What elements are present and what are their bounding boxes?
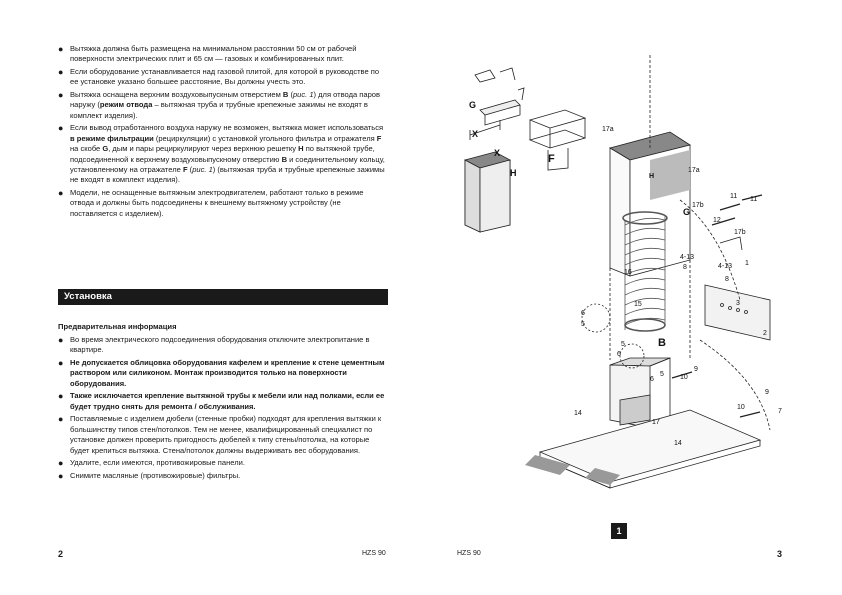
label-17b-2: 17b bbox=[734, 229, 746, 236]
label-g-2: G bbox=[683, 207, 691, 217]
label-14: 14 bbox=[574, 410, 582, 417]
bracket-g-drawing bbox=[475, 68, 524, 125]
section-title: Установка bbox=[58, 289, 388, 305]
page-number-left: 2 bbox=[58, 549, 64, 559]
prep-bullet-item: ● Во время электрического подсоединения оборудования отключите электропитание в квартире. bbox=[58, 335, 370, 355]
deflector-f-drawing bbox=[530, 110, 585, 170]
intro-bullet-list bbox=[58, 44, 388, 221]
bullet-icon: ● bbox=[58, 470, 64, 481]
label-11: 11 bbox=[730, 193, 738, 200]
bullet-icon: ● bbox=[58, 188, 64, 199]
bullet-icon: ● bbox=[58, 335, 64, 345]
label-h: H bbox=[510, 168, 517, 178]
label-12: 12 bbox=[713, 217, 721, 224]
label-b: B bbox=[658, 337, 666, 349]
prep-bullet-item: ● Не допускается облицовка оборудования кафелем и крепление к стене цементным раствором или силиконом. Монтаж производится только на поверхности оборудования. bbox=[58, 358, 385, 388]
bullet-icon: ● bbox=[58, 458, 64, 469]
label-x: X bbox=[472, 129, 479, 139]
label-h-2: H bbox=[649, 173, 655, 180]
installation-diagram bbox=[440, 55, 790, 510]
label-5-2: 5 bbox=[660, 371, 664, 378]
figure-number-badge: 1 bbox=[611, 523, 627, 539]
chimney-main-drawing bbox=[610, 132, 690, 276]
intro-bullet-item: ● Если вывод отработанного воздуха наружу не возможен, вытяжка может использоваться в режиме фильтрации (рециркуляции) с установкой угольного фильтра и отражателя F на скобе G, дым и пары рециркулируют через верхнюю решетку H по вытяжной трубе, подсоединенной к верхнему воздуховыпускному отверстию B и соединительному кольцу, установленному на отражателе F (рис. 1) (вытяжная труба и трубные крепежные зажимы не входят в комплект изделия). bbox=[58, 123, 385, 185]
label-16: 16 bbox=[624, 269, 632, 276]
prep-bullet-item: ● Удалите, если имеются, противожировые панели. bbox=[58, 458, 245, 469]
label-14-2: 14 bbox=[674, 440, 682, 447]
model-right: HZS 90 bbox=[457, 550, 481, 557]
label-9-2: 9 bbox=[765, 389, 769, 396]
intro-bullet-item: ● Модели, не оснащенные вытяжным электродвигателем, работают только в режиме отвода и должны быть подсоединены к внешнему вытяжному устройству (не поставляется с изделием). bbox=[58, 188, 364, 218]
bullet-icon: ● bbox=[58, 358, 64, 368]
label-6-2: 6 bbox=[650, 376, 654, 383]
bullet-icon: ● bbox=[58, 44, 64, 54]
subheading: Предварительная информация bbox=[58, 322, 177, 331]
label-15: 15 bbox=[634, 301, 642, 308]
label-7: 7 bbox=[778, 408, 782, 415]
label-f: F bbox=[548, 153, 555, 165]
chimney-cover-h-drawing bbox=[465, 152, 510, 232]
label-11-2: 11 bbox=[750, 196, 758, 203]
intro-bullet-item: ● Если оборудование устанавливается над газовой плитой, для которой в руководстве по ее установке указано большее расстояние, Вы должны учесть это. bbox=[58, 67, 380, 87]
label-17a: 17a bbox=[602, 126, 614, 133]
label-4-13: 4-13 bbox=[680, 254, 695, 261]
intro-bullet-item: ● Вытяжка должна быть размещена на минимальном расстоянии 50 см от рабочей поверхности электрических плит и 65 см — газовых и комбинированных плит. bbox=[58, 44, 357, 64]
label-17b: 17b bbox=[692, 202, 704, 209]
label-8-2: 8 bbox=[725, 276, 729, 283]
bullet-icon: ● bbox=[58, 414, 64, 425]
label-g: G bbox=[469, 100, 477, 110]
page-number-right: 3 bbox=[777, 549, 783, 559]
bullet-icon: ● bbox=[58, 391, 64, 402]
label-17a-2: 17a bbox=[688, 167, 700, 174]
label-17: 17 bbox=[652, 419, 660, 426]
label-10: 10 bbox=[680, 374, 688, 381]
label-6: 6 bbox=[617, 351, 621, 358]
label-1: 1 bbox=[745, 260, 749, 267]
label-9: 9 bbox=[694, 366, 698, 373]
wall-bracket-drawing bbox=[705, 285, 770, 340]
prep-bullet-item: ● Поставляемые с изделием дюбели (стенные пробки) подходят для крепления вытяжки к большинству типов стен/потолков. Тем не менее, квалифицированный специалист по установке должен проверить пригодность дюбелей к типу стены/потолка, на которые будет крепиться вытяжка. Стена/потолок должны выдерживать вес оборудования. bbox=[58, 414, 382, 455]
prep-bullet-item: ● Снимите масляные (противожировые) фильтры. bbox=[58, 470, 241, 481]
prep-bullet-list bbox=[58, 335, 388, 483]
label-10-2: 10 bbox=[737, 404, 745, 411]
bullet-icon: ● bbox=[58, 67, 64, 77]
label-3: 3 bbox=[736, 300, 740, 307]
label-5-3: 5 bbox=[581, 321, 585, 328]
model-left: HZS 90 bbox=[362, 550, 386, 557]
prep-bullet-item: ● Также исключается крепление вытяжной трубы к мебели или над полками, если ее будет трудно снять для ремонта / обслуживания. bbox=[58, 391, 385, 411]
label-6-3: 6 bbox=[581, 310, 585, 317]
label-5: 5 bbox=[621, 341, 625, 348]
label-2: 2 bbox=[763, 330, 767, 337]
label-4-13-2: 4-13 bbox=[718, 263, 733, 270]
intro-bullet-item: ● Вытяжка оснащена верхним воздуховыпускным отверстием B (рис. 1) для отвода паров наружу (режим отвода – вытяжная труба и трубные крепежные зажимы не входят в комплект изделия). bbox=[58, 90, 380, 120]
label-x-2: X bbox=[494, 148, 501, 158]
bullet-icon: ● bbox=[58, 123, 64, 134]
label-8: 8 bbox=[683, 264, 687, 271]
bullet-icon: ● bbox=[58, 90, 64, 100]
